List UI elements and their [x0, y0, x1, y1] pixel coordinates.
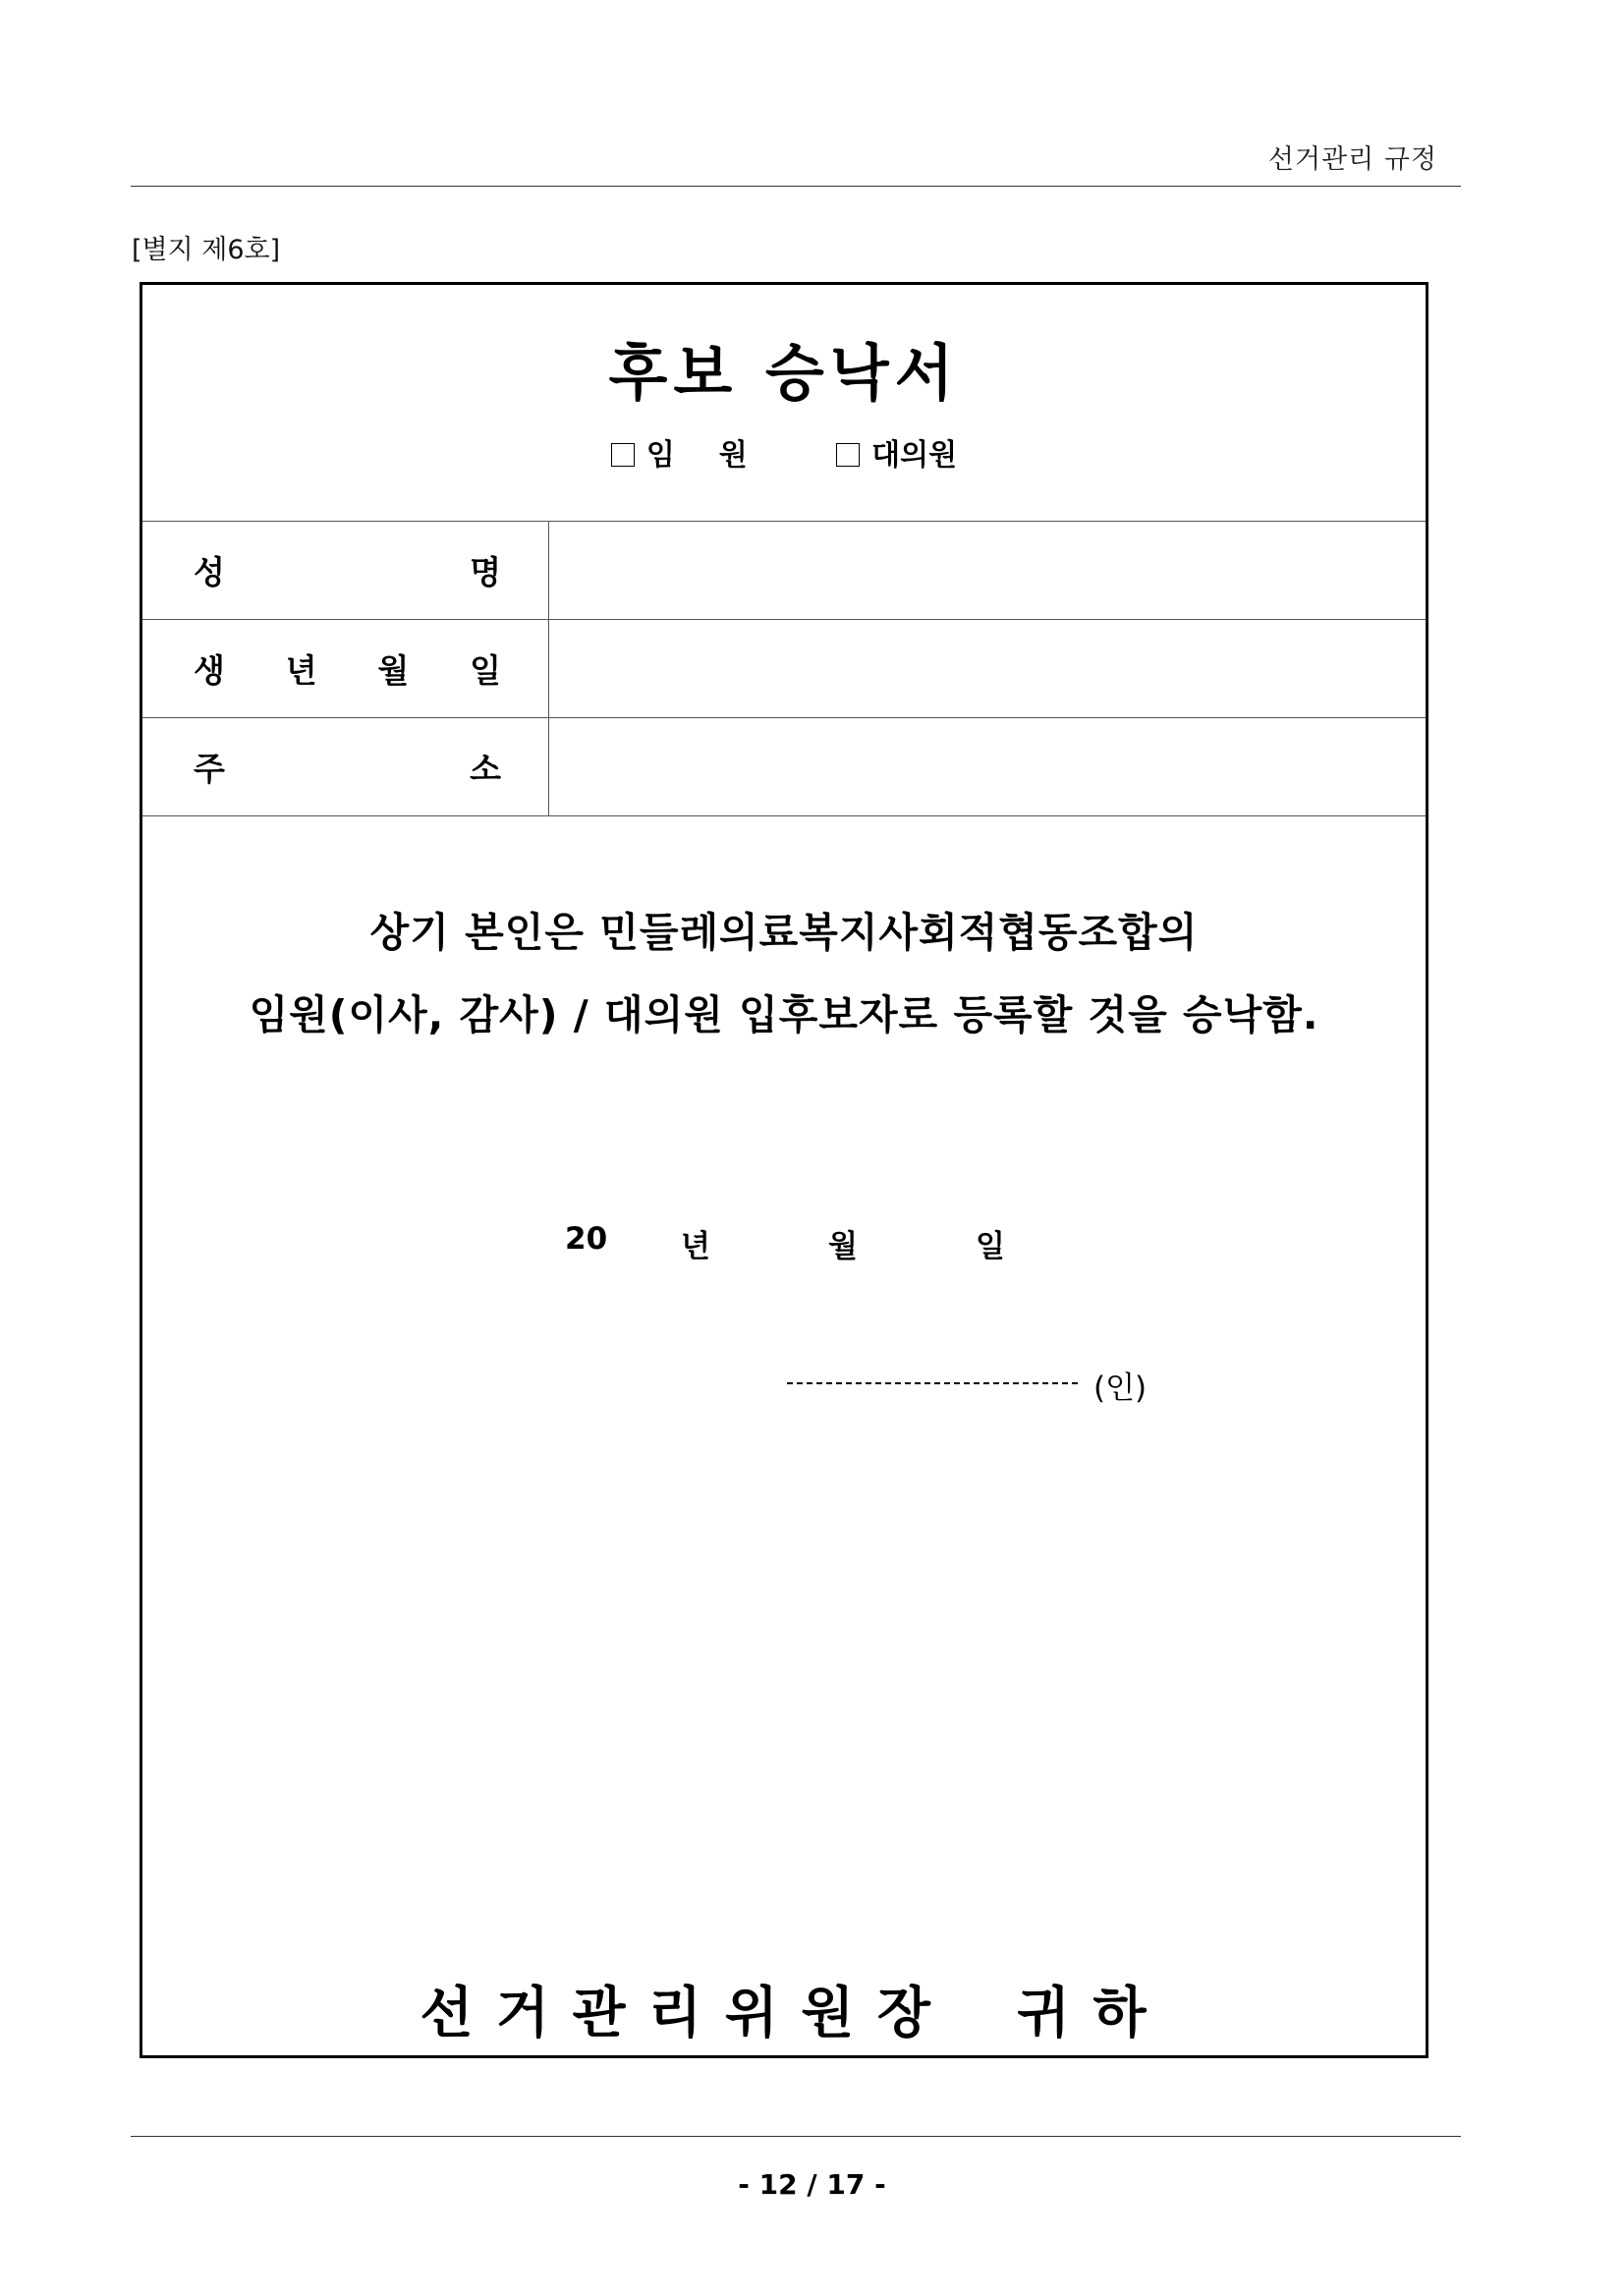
birthdate-input[interactable] — [549, 619, 1426, 717]
document-header-title: 선거관리 규정 — [1267, 144, 1437, 175]
page-number: - 12 / 17 - — [738, 2168, 886, 2201]
label-char: 성 — [194, 552, 225, 591]
signature-line[interactable] — [787, 1382, 1078, 1384]
candidate-consent-form — [140, 282, 1428, 2058]
date-year-prefix: 20 — [565, 1221, 608, 1257]
field-row-address — [142, 717, 1426, 816]
form-title: 후보 승낙서 — [608, 337, 960, 409]
checkbox-officer[interactable] — [611, 443, 635, 467]
statement-line-1: 상기 본인은 민들레의료복지사회적협동조합의 — [369, 909, 1199, 956]
name-input[interactable] — [549, 521, 1426, 619]
date-month-unit: 월 — [828, 1229, 858, 1264]
label-char: 소 — [470, 749, 501, 788]
form-header — [142, 285, 1426, 522]
label-char: 월 — [377, 650, 410, 690]
field-label-address — [142, 717, 549, 815]
signing-date[interactable] — [565, 1221, 1154, 1264]
header-rule — [131, 186, 1461, 187]
address-input[interactable] — [549, 717, 1426, 815]
date-year-unit: 년 — [681, 1229, 710, 1264]
option-delegate[interactable] — [836, 430, 957, 474]
field-label-name — [142, 521, 549, 619]
attachment-label: [별지 제6호] — [132, 235, 281, 265]
label-char: 명 — [470, 552, 501, 591]
label-char: 생 — [194, 650, 225, 690]
footer-rule — [131, 2136, 1461, 2137]
field-label-birthdate — [142, 619, 549, 717]
checkbox-delegate[interactable] — [836, 443, 860, 467]
seal-label: (인) — [1093, 1371, 1148, 1406]
label-char: 년 — [285, 650, 317, 690]
option-delegate-label: 대의원 — [871, 438, 958, 473]
candidate-type-options — [142, 430, 1426, 474]
field-row-name — [142, 521, 1426, 620]
addressee: 선 거 관 리 위 원 장 귀 하 — [420, 1982, 1148, 2045]
field-row-birthdate — [142, 619, 1426, 718]
statement-line-2: 임원(이사, 감사) / 대의원 입후보자로 등록할 것을 승낙함. — [249, 991, 1319, 1038]
option-officer[interactable] — [611, 430, 756, 474]
label-char: 주 — [194, 749, 225, 788]
date-day-unit: 일 — [976, 1229, 1005, 1264]
label-char: 일 — [470, 650, 501, 690]
option-officer-label: 임 원 — [645, 438, 756, 473]
